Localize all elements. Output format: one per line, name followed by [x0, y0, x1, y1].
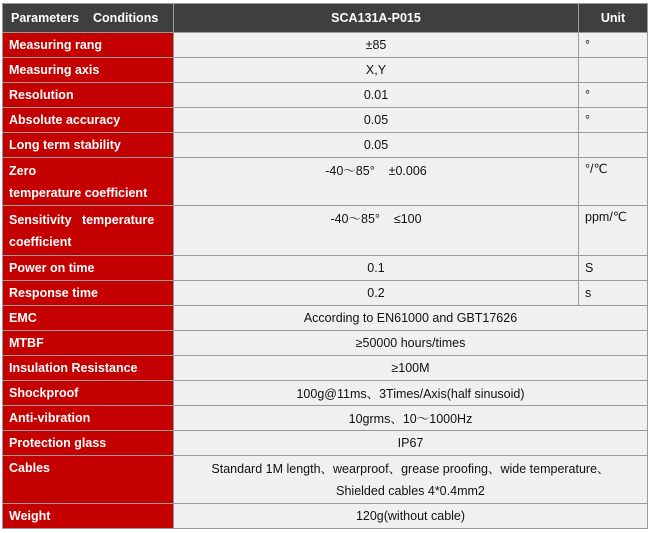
header-unit: Unit — [579, 4, 648, 33]
value-line: Shielded cables 4*0.4mm2 — [336, 483, 485, 498]
table-row — [3, 306, 648, 331]
coefficient-value: ±0.006 — [388, 164, 427, 178]
table-row — [3, 356, 648, 381]
table-row — [3, 83, 648, 108]
row-value: ≥50000 hours/times — [174, 331, 648, 356]
temperature-range: -40～85° — [325, 164, 375, 178]
specification-table — [2, 3, 648, 529]
table-row — [3, 281, 648, 306]
row-unit: ° — [579, 108, 648, 133]
row-label: Power on time — [3, 256, 174, 281]
row-value: ≥100M — [174, 356, 648, 381]
row-label: Anti-vibration — [3, 406, 174, 431]
table-row — [3, 256, 648, 281]
header-conditions: Conditions — [93, 11, 159, 25]
header-parameters-conditions — [3, 4, 174, 33]
label-line: coefficient — [9, 234, 72, 249]
row-unit: S — [579, 256, 648, 281]
row-unit: °/℃ — [579, 158, 648, 206]
row-value: 100g@11ms、3Times/Axis(half sinusoid) — [174, 381, 648, 406]
header-model: SCA131A-P015 — [174, 4, 579, 33]
temperature-range: -40～85° — [330, 212, 380, 226]
row-value: 0.2 — [174, 281, 579, 306]
table-row-cables — [3, 456, 648, 504]
label-line: Sensitivity temperature — [9, 212, 155, 227]
table-row — [3, 504, 648, 529]
table-row — [3, 431, 648, 456]
row-value: 0.1 — [174, 256, 579, 281]
row-value: 10grms、10～1000Hz — [174, 406, 648, 431]
table-row-zero-temperature — [3, 158, 648, 206]
row-label: Absolute accuracy — [3, 108, 174, 133]
row-label — [3, 206, 174, 256]
row-unit: ° — [579, 33, 648, 58]
row-value: ±85 — [174, 33, 579, 58]
row-value: IP67 — [174, 431, 648, 456]
row-value — [174, 206, 579, 256]
coefficient-value: ≤100 — [393, 212, 422, 226]
row-label: Cables — [3, 456, 174, 504]
row-label: MTBF — [3, 331, 174, 356]
row-value: X,Y — [174, 58, 579, 83]
table-row-sensitivity-temperature — [3, 206, 648, 256]
row-label: Insulation Resistance — [3, 356, 174, 381]
table-row — [3, 133, 648, 158]
row-label: Weight — [3, 504, 174, 529]
row-value — [174, 158, 579, 206]
table-row — [3, 331, 648, 356]
table-row — [3, 381, 648, 406]
row-unit: s — [579, 281, 648, 306]
row-label: EMC — [3, 306, 174, 331]
row-value: 0.05 — [174, 133, 579, 158]
row-label: Shockproof — [3, 381, 174, 406]
row-unit — [579, 133, 648, 158]
label-line: temperature coefficient — [9, 185, 148, 200]
header-parameters: Parameters — [11, 11, 80, 25]
table-row — [3, 58, 648, 83]
row-value — [174, 456, 648, 504]
row-label: Long term stability — [3, 133, 174, 158]
row-label: Measuring axis — [3, 58, 174, 83]
table-row — [3, 33, 648, 58]
label-line: Zero — [9, 163, 37, 178]
row-value: 120g(without cable) — [174, 504, 648, 529]
value-line: Standard 1M length、wearproof、grease proofing、wide temperature、 — [211, 461, 610, 476]
row-value: According to EN61000 and GBT17626 — [174, 306, 648, 331]
row-label: Resolution — [3, 83, 174, 108]
table-row — [3, 108, 648, 133]
row-label: Protection glass — [3, 431, 174, 456]
row-unit: ppm/℃ — [579, 206, 648, 256]
row-label: Measuring rang — [3, 33, 174, 58]
row-label: Response time — [3, 281, 174, 306]
row-value: 0.05 — [174, 108, 579, 133]
row-unit — [579, 58, 648, 83]
table-row — [3, 406, 648, 431]
row-label — [3, 158, 174, 206]
row-value: 0.01 — [174, 83, 579, 108]
header-row — [3, 4, 648, 33]
row-unit: ° — [579, 83, 648, 108]
